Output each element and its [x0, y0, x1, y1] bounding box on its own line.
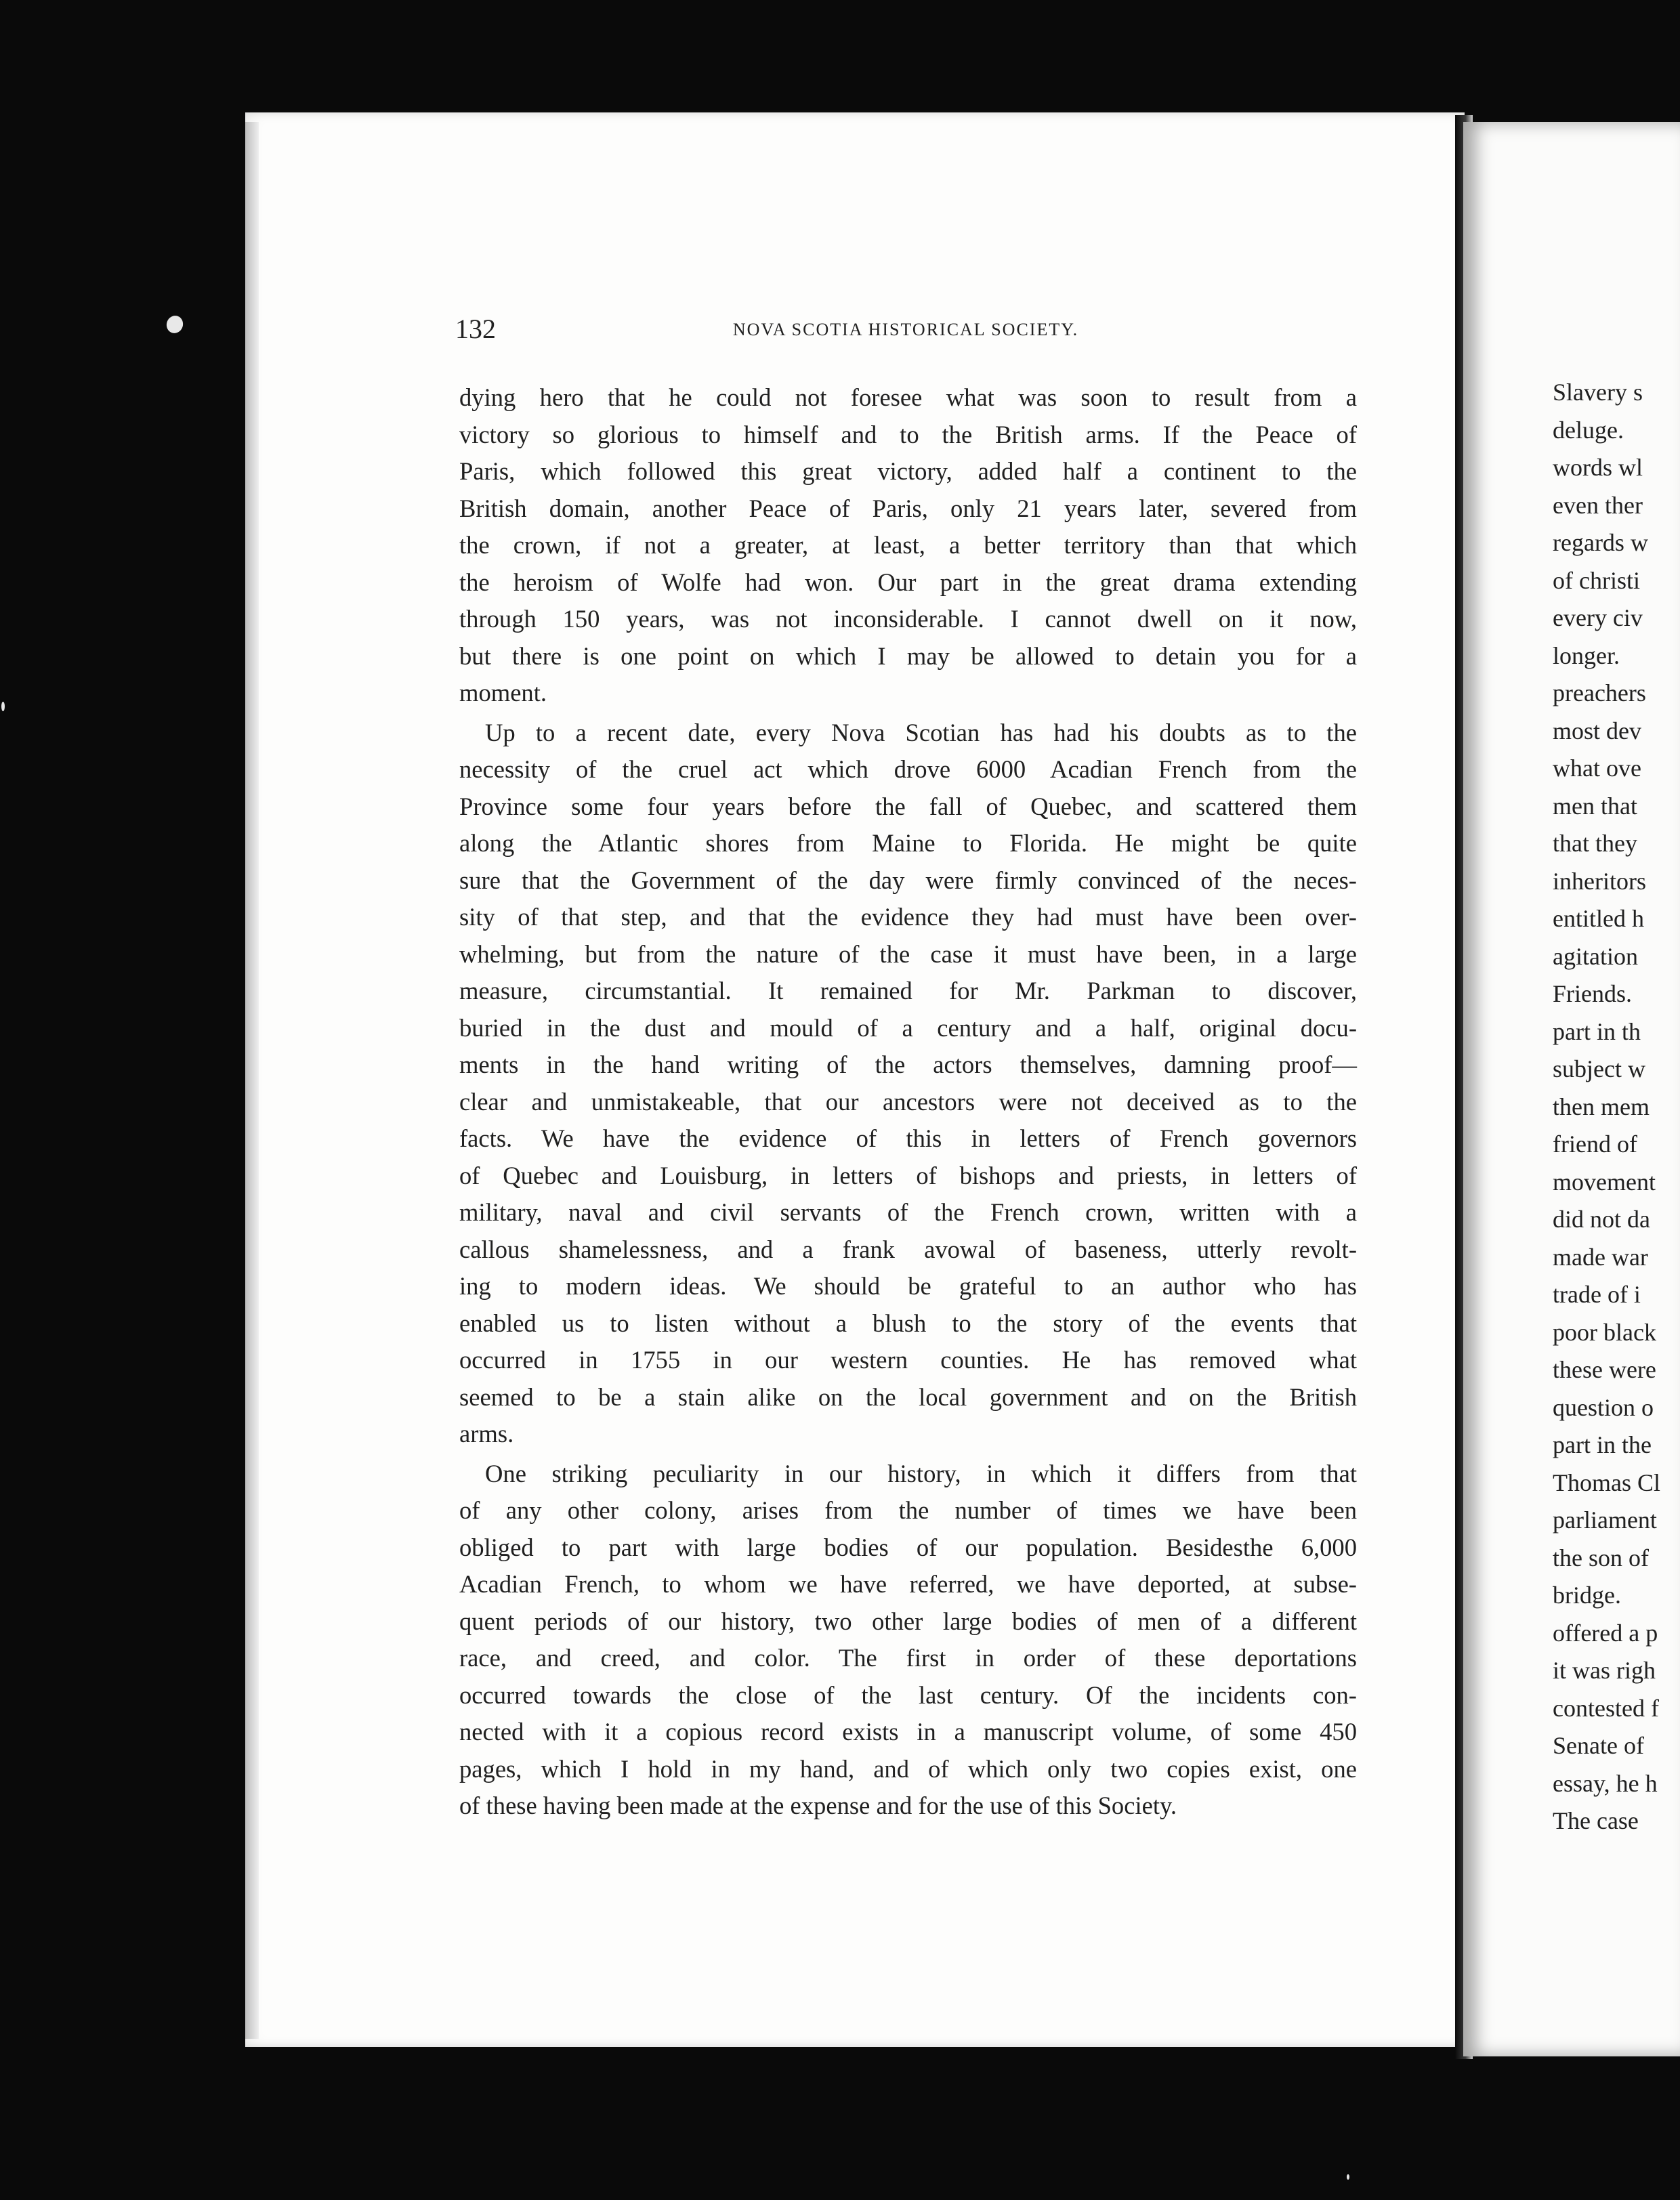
right-page-line: part in th	[1553, 1017, 1641, 1045]
right-page-line: Thomas Cl	[1553, 1468, 1660, 1496]
text-line: One striking peculiarity in our history, in which it differs from that	[485, 1459, 1357, 1487]
right-page-line: friend of	[1553, 1130, 1637, 1158]
text-line: Acadian French, to whom we have referred, we have deported, at subse-	[459, 1570, 1357, 1598]
text-line: moment.	[459, 679, 547, 706]
right-page-line: most dev	[1553, 717, 1641, 744]
right-page-line: essay, he h	[1553, 1769, 1658, 1797]
right-page-text	[1553, 374, 1680, 1840]
text-line: of Quebec and Louisburg, in letters of bishops and priests, in letters of	[459, 1161, 1357, 1189]
right-page-line: that they	[1553, 830, 1637, 857]
running-title: NOVA SCOTIA HISTORICAL SOCIETY.	[732, 320, 1079, 339]
text-line: race, and creed, and color. The first in order of these deportations	[459, 1644, 1357, 1672]
right-page-line: deluge.	[1553, 416, 1624, 444]
right-page-line: every civ	[1553, 604, 1643, 631]
right-page-line: longer.	[1553, 641, 1620, 669]
right-page	[1463, 122, 1680, 2056]
text-line: of these having been made at the expense and for the use of this Society.	[459, 1792, 1177, 1819]
text-line: military, naval and civil servants of the French crown, written with a	[459, 1198, 1357, 1226]
right-page-line: what ove	[1553, 755, 1641, 782]
right-page-line: made war	[1553, 1243, 1648, 1271]
text-line: obliged to part with large bodies of our population. Besidesthe 6,000	[459, 1533, 1357, 1561]
right-page-line: then mem	[1553, 1093, 1650, 1120]
page-number: 132	[455, 314, 496, 344]
right-page-line: question o	[1553, 1393, 1654, 1421]
right-page-line: The case	[1553, 1807, 1639, 1834]
dust-speck	[1347, 2174, 1349, 2180]
right-page-line: the son of	[1553, 1544, 1649, 1571]
text-line: facts. We have the evidence of this in letters of French governors	[459, 1124, 1357, 1152]
left-page-content	[245, 112, 1465, 2047]
right-page-line: poor black	[1553, 1318, 1656, 1346]
running-head	[455, 313, 1356, 347]
right-page-line: Slavery s	[1553, 379, 1643, 406]
text-line: whelming, but from the nature of the case it must have been, in a large	[459, 939, 1357, 968]
text-line: dying hero that he could not foresee what was soon to result from a	[459, 383, 1357, 411]
text-line: Paris, which followed this great victory, added half a continent to the	[459, 457, 1357, 485]
right-page-line: subject w	[1553, 1055, 1645, 1082]
text-line: buried in the dust and mould of a century and a half, original docu-	[459, 1013, 1357, 1042]
right-page-line: trade of i	[1553, 1281, 1641, 1308]
right-page-line: it was righ	[1553, 1657, 1656, 1684]
text-line: of any other colony, arises from the number of times we have been	[459, 1496, 1357, 1524]
right-page-line: movement	[1553, 1168, 1656, 1196]
text-line: British domain, another Peace of Paris, only 21 years later, severed from	[459, 494, 1357, 522]
text-line: nected with it a copious record exists in a manuscript volume, of some 450	[459, 1718, 1357, 1746]
text-line: pages, which I hold in my hand, and of which only two copies exist, one	[459, 1754, 1357, 1783]
text-line: occurred towards the close of the last century. Of the incidents con-	[459, 1680, 1357, 1709]
text-line: quent periods of our history, two other large bodies of men of a different	[459, 1607, 1357, 1635]
text-line: the heroism of Wolfe had won. Our part in the great drama extending	[459, 568, 1357, 596]
text-line: arms.	[459, 1420, 514, 1447]
text-line: along the Atlantic shores from Maine to Florida. He might be quite	[459, 829, 1357, 857]
text-line: ments in the hand writing of the actors themselves, damning proof—	[459, 1051, 1357, 1078]
right-page-line: parliament	[1553, 1506, 1657, 1533]
right-page-line: contested f	[1553, 1694, 1659, 1722]
right-page-line: bridge.	[1553, 1582, 1621, 1609]
right-page-line: of christi	[1553, 566, 1640, 594]
right-page-line: words wl	[1553, 454, 1643, 481]
text-line: seemed to be a stain alike on the local government and on the British	[459, 1382, 1357, 1411]
right-page-line: entitled h	[1553, 905, 1644, 932]
text-line: through 150 years, was not inconsiderable. I cannot dwell on it now,	[459, 605, 1357, 633]
right-page-line: men that	[1553, 792, 1637, 820]
right-page-line: these were	[1553, 1356, 1656, 1383]
dust-speck	[1, 702, 5, 711]
text-line: clear and unmistakeable, that our ancestors were not deceived as to the	[459, 1087, 1357, 1116]
text-line: Province some four years before the fall of Quebec, and scattered them	[459, 792, 1357, 820]
right-page-line: preachers	[1553, 679, 1646, 706]
body-text	[459, 379, 1357, 1825]
right-page-line: Senate of	[1553, 1732, 1644, 1759]
right-page-line: Friends.	[1553, 980, 1632, 1007]
text-line: the crown, if not a greater, at least, a better territory than that which	[459, 531, 1357, 559]
text-line: but there is one point on which I may be allowed to detain you for a	[459, 641, 1357, 670]
right-page-line: even ther	[1553, 491, 1643, 519]
text-line: ing to modern ideas. We should be grateful to an author who has	[459, 1272, 1357, 1300]
text-line: sity of that step, and that the evidence they had must have been over-	[459, 903, 1357, 931]
text-line: necessity of the cruel act which drove 6000 Acadian French from the	[459, 755, 1357, 783]
text-line: sure that the Government of the day were firmly convinced of the neces-	[459, 866, 1357, 894]
text-line: callous shamelessness, and a frank avowal of baseness, utterly revolt-	[459, 1235, 1357, 1263]
right-page-line: part in the	[1553, 1431, 1652, 1458]
text-line: Up to a recent date, every Nova Scotian has had his doubts as to the	[485, 718, 1357, 746]
text-line: measure, circumstantial. It remained for Mr. Parkman to discover,	[459, 977, 1357, 1004]
right-page-line: did not da	[1553, 1206, 1650, 1233]
right-page-line: inheritors	[1553, 867, 1646, 895]
text-line: victory so glorious to himself and to the British arms. If the Peace of	[459, 420, 1357, 448]
right-page-line: offered a p	[1553, 1619, 1658, 1647]
text-line: occurred in 1755 in our western counties. He has removed what	[459, 1346, 1357, 1374]
right-page-line: regards w	[1553, 529, 1648, 556]
text-line: enabled us to listen without a blush to the story of the events that	[459, 1309, 1357, 1337]
right-page-line: agitation	[1553, 942, 1638, 970]
